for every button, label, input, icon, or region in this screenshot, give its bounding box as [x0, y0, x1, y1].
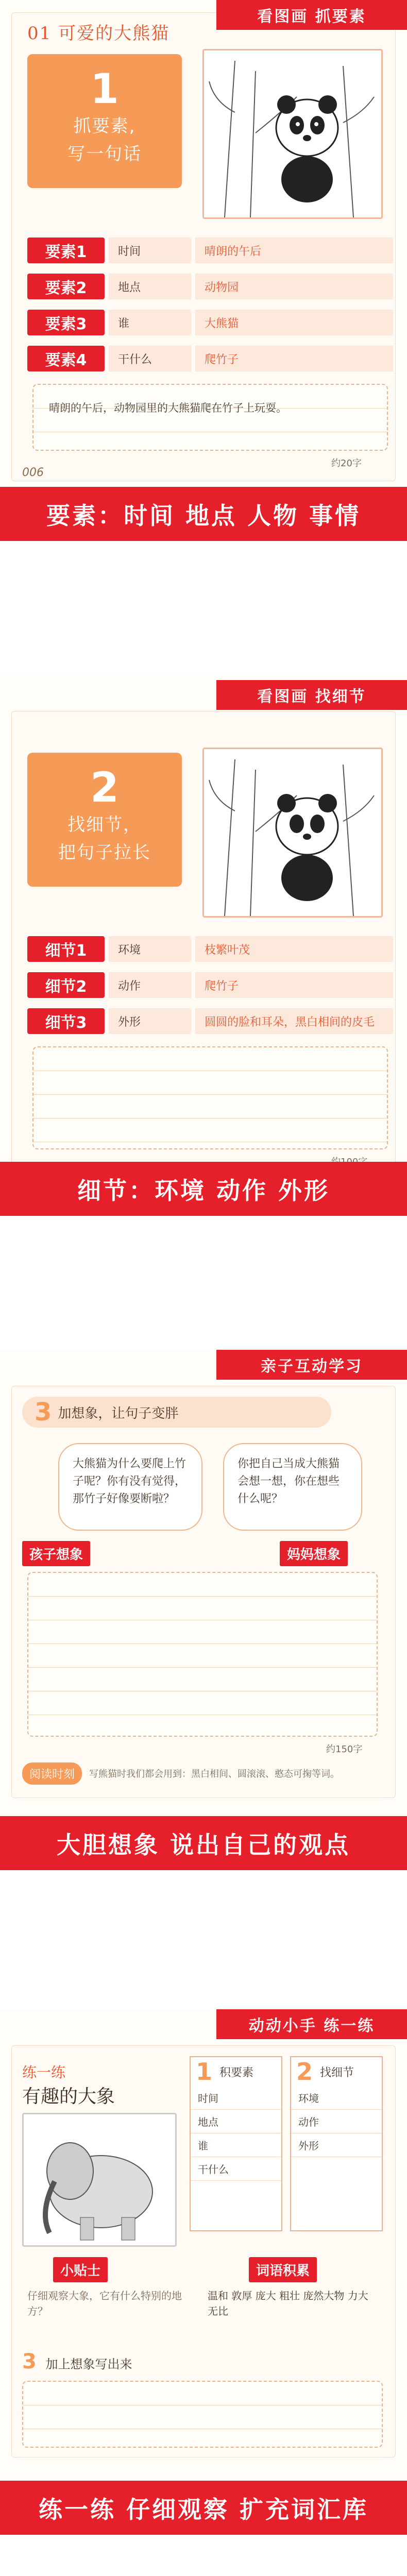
panda-icon — [204, 50, 381, 217]
step-number: 3 — [35, 1398, 52, 1427]
column-title: 积要素 — [219, 2066, 254, 2079]
step-number: 2 — [90, 764, 119, 811]
step-text-2: 写一句话 — [67, 144, 142, 164]
step-text-2: 把句子拉长 — [58, 842, 151, 863]
panda-illustration — [202, 49, 383, 219]
column-number: 1 — [196, 2058, 213, 2086]
element-row — [27, 270, 393, 302]
panel-footer: 要素：时间 地点 人物 事情 — [0, 487, 407, 541]
panda-illustration — [202, 748, 383, 918]
row-label: 动作 — [298, 2116, 319, 2128]
column-head — [191, 2057, 281, 2086]
row-label: 地点 — [198, 2116, 218, 2128]
panel-footer: 大胆想象 说出自己的观点 — [0, 1816, 407, 1870]
element-label: 谁 — [109, 310, 191, 335]
grid-row[interactable] — [291, 2110, 382, 2133]
elements-column — [190, 2056, 282, 2231]
writing-area[interactable] — [22, 2381, 383, 2448]
practice-title: 练一练 — [22, 2064, 66, 2081]
grid-row[interactable] — [191, 2133, 281, 2157]
detail-label: 环境 — [109, 936, 191, 962]
paragraph-box — [27, 1572, 378, 1737]
vocab-words: 温和 敦厚 庞大 粗壮 庞然大物 力大无比 — [208, 2290, 368, 2317]
element-label: 地点 — [109, 274, 191, 299]
panel-practice — [0, 2009, 407, 2535]
paragraph-box — [32, 1046, 388, 1149]
element-label: 干什么 — [109, 346, 191, 371]
panel-header: 看图画 抓要素 — [216, 0, 407, 30]
element-label: 时间 — [109, 238, 191, 263]
element-value: 大熊猫 — [195, 310, 393, 335]
detail-row — [27, 933, 393, 965]
step3-text: 加上想象写出来 — [45, 2357, 132, 2371]
grid-row[interactable] — [191, 2086, 281, 2110]
detail-tag: 细节2 — [27, 972, 105, 998]
panda-icon — [204, 749, 381, 916]
step3-number: 3 — [22, 2350, 37, 2374]
tip-text: 写熊猫时我们都会用到：黑白相间、圆滚滚、憨态可掬等词。 — [89, 1769, 340, 1780]
element-row — [27, 343, 393, 375]
grid-row[interactable] — [191, 2110, 281, 2133]
step-card — [27, 753, 182, 887]
element-tag: 要素4 — [27, 346, 105, 371]
detail-value: 圆圆的脸和耳朵，黑白相间的皮毛 — [195, 1008, 393, 1034]
column-number: 2 — [296, 2058, 313, 2086]
element-tag: 要素3 — [27, 310, 105, 335]
element-value: 动物园 — [195, 274, 393, 299]
step-title: 加想象，让句子变胖 — [58, 1405, 179, 1421]
child-label: 孩子想象 — [22, 1541, 90, 1566]
detail-value: 枝繁叶茂 — [195, 936, 393, 962]
panel-footer: 细节：环境 动作 外形 — [0, 1162, 407, 1216]
mom-label: 妈妈想象 — [280, 1541, 348, 1566]
element-tag: 要素2 — [27, 274, 105, 299]
details-column — [290, 2056, 383, 2231]
row-label: 谁 — [198, 2140, 208, 2152]
detail-tag: 细节3 — [27, 1008, 105, 1034]
tip-label: 阅读时刻 — [22, 1762, 82, 1785]
book-page — [11, 12, 396, 481]
elephant-illustration — [22, 2113, 177, 2247]
detail-label: 外形 — [109, 1008, 191, 1034]
panel-header: 亲子互动学习 — [216, 1350, 407, 1380]
element-row — [27, 234, 393, 266]
element-value: 晴朗的午后 — [195, 238, 393, 263]
sentence-text: 晴朗的午后，动物园里的大熊猫爬在竹子上玩耍。 — [49, 402, 287, 414]
step-text-1: 抓要素, — [73, 116, 136, 137]
column-head — [291, 2057, 382, 2086]
element-row — [27, 307, 393, 338]
column-title: 找细节 — [320, 2066, 354, 2079]
row-label: 干什么 — [198, 2163, 229, 2176]
row-label: 外形 — [298, 2140, 319, 2152]
page-number: 006 — [22, 466, 44, 479]
panel-grab-elements — [0, 0, 407, 541]
panel-header: 动动小手 练一练 — [216, 2009, 407, 2039]
grid-row[interactable] — [291, 2133, 382, 2157]
question-bubble: 你把自己当成大熊猫会想一想，你在想些什么呢？ — [223, 1443, 362, 1531]
book-page — [11, 1386, 396, 1798]
detail-label: 动作 — [109, 972, 191, 998]
grid-row[interactable] — [191, 2157, 281, 2181]
panel-footer: 练一练 仔细观察 扩充词汇库 — [0, 2481, 407, 2535]
step-banner — [22, 1397, 331, 1428]
detail-value: 爬竹子 — [195, 972, 393, 998]
elephant-icon — [24, 2114, 175, 2245]
panel-imagination — [0, 1350, 407, 1870]
book-page — [11, 711, 396, 1180]
word-count: 约20字 — [331, 458, 362, 469]
panel-header: 看图画 找细节 — [216, 680, 407, 710]
detail-tag: 细节1 — [27, 936, 105, 962]
word-count: 约150字 — [326, 1744, 363, 1755]
step-card — [27, 54, 182, 188]
element-tag: 要素1 — [27, 238, 105, 263]
question-bubble: 大熊猫为什么要爬上竹子呢？你有没有觉得，那竹子好像要断啦？ — [58, 1443, 202, 1531]
lesson-title: 01 可爱的大熊猫 — [27, 23, 170, 44]
step-text-1: 找细节， — [67, 815, 142, 835]
row-label: 时间 — [198, 2092, 218, 2105]
step-number: 1 — [90, 65, 119, 113]
tip-question: 仔细观察大象，它有什么特别的地方？ — [27, 2290, 182, 2317]
words-label: 词语积累 — [249, 2257, 317, 2282]
book-page — [11, 2045, 396, 2458]
tip-label: 小贴士 — [53, 2257, 108, 2282]
grid-row[interactable] — [291, 2086, 382, 2110]
practice-subtitle: 有趣的大象 — [22, 2086, 115, 2107]
sentence-box — [32, 384, 388, 451]
panel-find-details — [0, 675, 407, 1216]
step3-row — [22, 2350, 132, 2374]
row-label: 环境 — [298, 2092, 319, 2105]
detail-row — [27, 1005, 393, 1037]
element-value: 爬竹子 — [195, 346, 393, 371]
detail-row — [27, 969, 393, 1001]
